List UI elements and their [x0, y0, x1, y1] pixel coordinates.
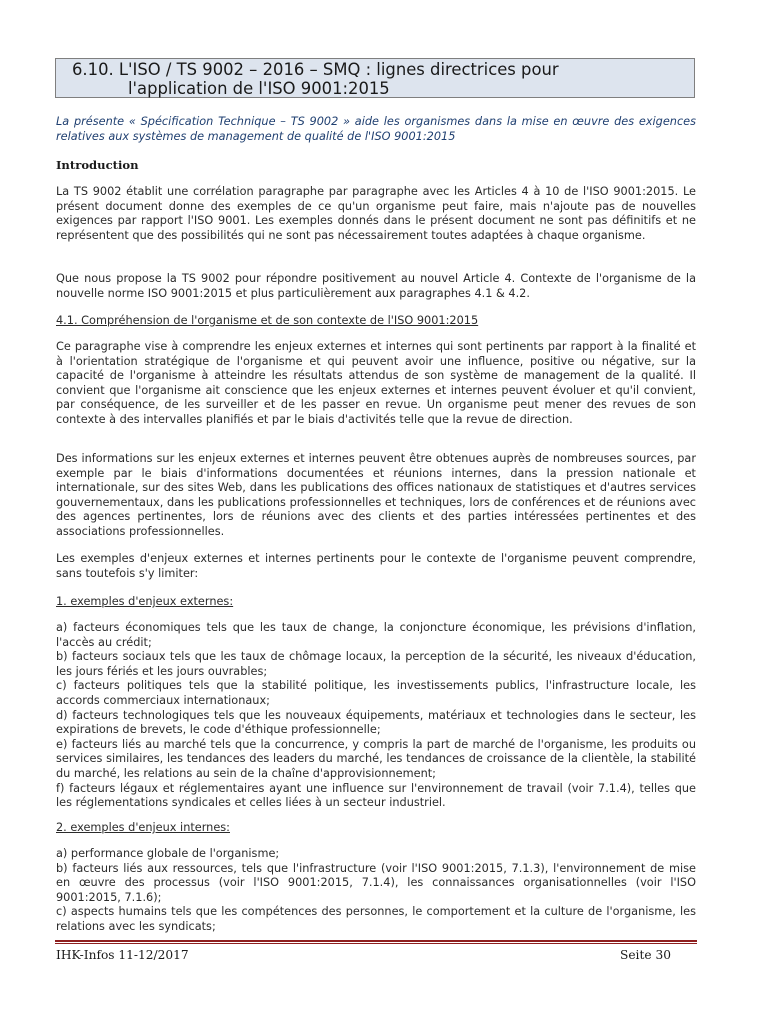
footer-publication: IHK-Infos 11-12/2017 — [56, 948, 189, 962]
internal-issue-item: a) performance globale de l'organisme; — [56, 847, 280, 860]
section-title-line-2: l'application de l'ISO 9001:2015 — [128, 79, 390, 98]
footer-page-number: Seite 30 — [620, 948, 671, 962]
introduction-paragraph-1: La TS 9002 établit une corrélation paragraphe par paragraphe avec les Articles 4 à 10 de l'ISO 9001:2015. Le présent document donne des exemples de ce qu'un organisme peut faire, mais n'ajoute pas de nouvelles exigences par rapport l'ISO 9001. Les exemples donnés dans le présent document ne sont pas définitifs et ne représentent que des possibilités qui ne sont pas nécessairement toutes adaptées à chaque organisme. — [56, 185, 696, 242]
internal-issues-title: 2. exemples d'enjeux internes: — [56, 821, 230, 834]
section-4-1-title: 4.1. Compréhension de l'organisme et de son contexte de l'ISO 9001:2015 — [56, 314, 479, 327]
section-4-1-paragraph-1: Ce paragraphe vise à comprendre les enjeux externes et internes qui sont pertinents par rapport à la finalité et à l'orientation stratégique de l'organisme et qui peuvent avoir une influence, positive ou négative, sur la capacité de l'organisme à atteindre les résultats attendus de son système de management de la qualité. Il convient que l'organisme ait conscience que les enjeux externes et internes peuvent évoluer et qu'il convient, par conséquence, de les surveiller et de les passer en revue. Un organisme peut mener des revues de son contexte à des intervalles planifiés et par le biais d'activités telle que la revue de direction. — [56, 340, 696, 426]
external-issues-list — [56, 621, 696, 811]
external-issue-item: b) facteurs sociaux tels que les taux de chômage locaux, la perception de la sécurité, les niveaux d'éducation, les jours fériés et les jours ouvrables; — [56, 650, 696, 678]
external-issues-title: 1. exemples d'enjeux externes: — [56, 595, 234, 608]
footer-divider — [55, 940, 697, 942]
external-issue-item: d) facteurs technologiques tels que les nouveaux équipements, matériaux et technologies dans le secteur, les expirations de brevets, le code d'éthique professionnelle; — [56, 708, 696, 737]
introduction-paragraph-2: Que nous propose la TS 9002 pour répondre positivement au nouvel Article 4. Contexte de l'organisme de la nouvelle norme ISO 9001:2015 et plus particulièrement aux paragraphes 4.1 & 4.2. — [56, 272, 696, 300]
internal-issue-item: b) facteurs liés aux ressources, tels que l'infrastructure (voir l'ISO 9001:2015, 7.1.3), l'environnement de mise en œuvre des processus (voir l'ISO 9001:2015, 7.1.4), les connaissances organisationnelles (voir l'ISO 9001:2015, 7.1.6); — [56, 861, 696, 904]
external-issue-item: f) facteurs légaux et réglementaires ayant une influence sur l'environnement de travail (voir 7.1.4), telles que les réglementations syndicales et celles liées à un secteur industriel. — [56, 781, 696, 810]
section-4-1-paragraph-3: Les exemples d'enjeux externes et internes pertinents pour le contexte de l'organisme peuvent comprendre, sans toutefois s'y limiter: — [56, 552, 696, 580]
external-issue-item: a) facteurs économiques tels que les taux de change, la conjoncture économique, les prévisions d'inflation, l'accès au crédit; — [56, 621, 696, 649]
internal-issues-list — [56, 847, 696, 935]
external-issue-item: c) facteurs politiques tels que la stabilité politique, les investissements publics, l'infrastructure locale, les accords commerciaux internationaux; — [56, 679, 696, 707]
lead-paragraph: La présente « Spécification Technique – TS 9002 » aide les organismes dans la mise en œuvre des exigences relatives aux systèmes de management de qualité de l'ISO 9001:2015 — [56, 115, 696, 143]
footer-divider-thin — [55, 943, 697, 944]
section-title-box — [55, 58, 695, 98]
section-title-line-1: 6.10. L'ISO / TS 9002 – 2016 – SMQ : lignes directrices pour — [72, 60, 559, 79]
introduction-heading: Introduction — [56, 158, 139, 172]
internal-issue-item: c) aspects humains tels que les compétences des personnes, le comportement et la culture de l'organisme, les relations avec les syndicats; — [56, 905, 696, 933]
external-issue-item: e) facteurs liés au marché tels que la concurrence, y compris la part de marché de l'organisme, les produits ou services similaires, les tendances des leaders du marché, les tendances de croissance de la clientèle, la stabilité du marché, les relations au sein de la chaîne d'approvisionnement; — [56, 737, 696, 780]
section-4-1-paragraph-2: Des informations sur les enjeux externes et internes peuvent être obtenues auprès de nombreuses sources, par exemple par le biais d'informations documentées et réunions internes, dans la pression nationale et internationale, sur des sites Web, dans les publications des offices nationaux de statistiques et d'autres services gouvernementaux, dans les publications professionnelles et techniques, lors de conférences et de réunions avec des agences pertinentes, lors de réunions avec des clients et des parties intéressées pertinentes et des associations professionnelles. — [56, 452, 696, 538]
